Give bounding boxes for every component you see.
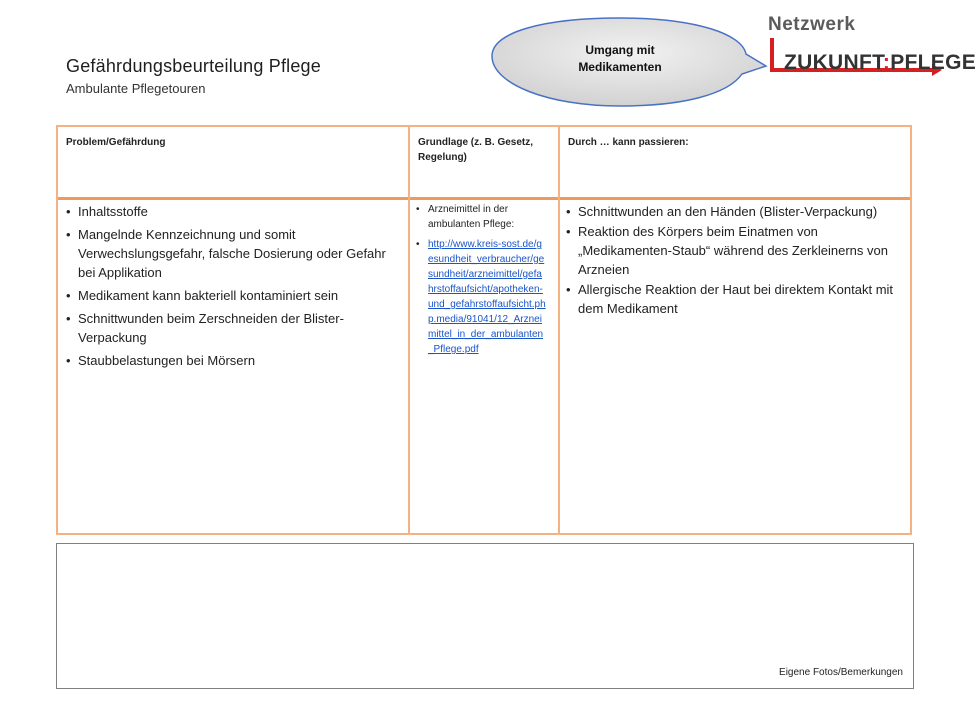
list-item: • Allergische Reaktion der Haut bei direktem Kontakt mit dem Medikament [566, 280, 900, 318]
logo-bottom-text [784, 51, 976, 75]
logo-top-text: Netzwerk [768, 14, 856, 35]
bubble-text [520, 42, 720, 76]
problem-cell [66, 202, 388, 374]
list-item: • Inhaltsstoffe [66, 202, 388, 221]
notes-label: Eigene Fotos/Bemerkungen [779, 667, 903, 678]
list-item: • Schnittwunden an den Händen (Blister-Verpackung) [566, 202, 900, 221]
column-divider-1 [408, 127, 410, 533]
problem-list [66, 202, 388, 370]
list-item: • Arzneimittel in der ambulanten Pflege: [416, 202, 546, 232]
bubble-line-2: Medikamenten [578, 60, 662, 74]
header-problem: Problem/Gefährdung [66, 137, 166, 148]
header-consequence: Durch … kann passieren: [568, 137, 689, 148]
page-subtitle: Ambulante Pflegetouren [66, 81, 206, 96]
hazard-table [56, 125, 912, 535]
logo-word-zukunft: ZUKUNFT [784, 51, 883, 74]
regulation-link[interactable]: http://www.kreis-sost.de/gesundheit_verbraucher/gesundheit/arzneimittel/gefahrstoffaufsicht/apotheken-und_gefahrstoffaufsicht.php.media/91041/12_Arzneimittel_in_der_ambulanten_Pflege.pdf [428, 239, 546, 355]
list-item: • Mangelnde Kennzeichnung und somit Verwechslungsgefahr, falsche Dosierung oder Gefahr bei Applikation [66, 225, 388, 282]
topic-speech-bubble [484, 14, 774, 114]
consequence-list [566, 202, 900, 318]
header-basis: Grundlage (z. B. Gesetz, Regelung) [418, 137, 534, 163]
list-item [416, 237, 546, 357]
list-item: • Schnittwunden beim Zerschneiden der Blister-Verpackung [66, 309, 388, 347]
basis-list [416, 202, 546, 357]
list-item: • Medikament kann bakteriell kontaminiert sein [66, 286, 388, 305]
logo-colon: : [882, 51, 891, 74]
list-item: • Staubbelastungen bei Mörsern [66, 351, 388, 370]
notes-box[interactable] [56, 543, 914, 689]
column-divider-2 [558, 127, 560, 533]
logo-word-pflege: PFLEGE [890, 51, 976, 74]
basis-cell [416, 202, 546, 362]
list-item: • Reaktion des Körpers beim Einatmen von „Medikamenten-Staub“ während des Zerkleinerns von Arzneien [566, 222, 900, 279]
page-title: Gefährdungsbeurteilung Pflege [66, 56, 321, 76]
brand-logo [766, 14, 976, 76]
consequence-cell [566, 202, 900, 319]
title-block [66, 56, 321, 96]
bubble-line-1: Umgang mit [585, 43, 655, 57]
